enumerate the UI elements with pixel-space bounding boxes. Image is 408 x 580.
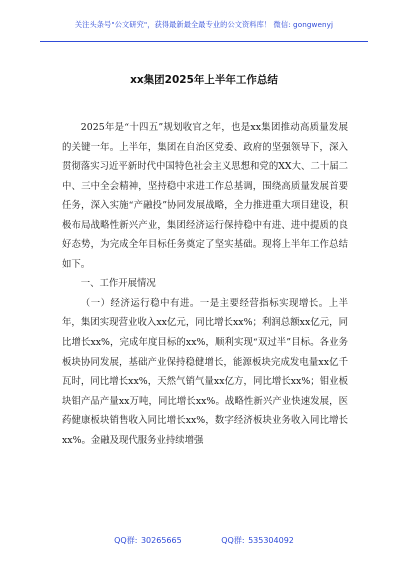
- document-body: [62, 118, 348, 450]
- footer-qq-group-2: QQ群: 535304092: [221, 536, 294, 545]
- footer-qq-group-1: QQ群: 30265665: [114, 536, 182, 545]
- document-title: xx集团2025年上半年工作总结: [130, 74, 278, 86]
- section-paragraph: （一）经济运行稳中有进。一是主要经营指标实现增长。上半年，集团实现营业收入xx亿元，同比增长xx%；利润总额xx亿元，同比增长xx%，完成年度目标的xx%，顺利实现“双过半”目标。各业务板块协同发展，基础产业保持稳健增长，能源板块完成发电量xx亿千瓦时，同比增长xx%，天然气销气量xx亿方，同比增长xx%；钼业板块钼产品产量xx万吨，同比增长xx%。战略性新兴产业快速发展，医药健康板块销售收入同比增长xx%，数字经济板块业务收入同比增长xx%。金融及现代服务业持续增强: [62, 297, 348, 446]
- section-heading: 一、工作开展情况: [80, 278, 156, 290]
- footer-contact: [0, 535, 408, 546]
- header-promo-note: 关注头条号"公文研究"，获得最新最全最专业的公文资料库！ 微信: gongwenyj: [74, 20, 334, 29]
- intro-paragraph: 2025年是“十四五”规划收官之年，也是xx集团推动高质量发展的关键一年。上半年，集团在自治区党委、政府的坚强领导下，深入贯彻落实习近平新时代中国特色社会主义思想和党的XX大、二十届二中、三中全会精神，坚持稳中求进工作总基调，围绕高质量发展首要任务，深入实施“产融投”协同发展战略，全力推进重大项目建设，积极布局战略性新兴产业，集团经济运行保持稳中有进、进中提质的良好态势，为完成全年目标任务奠定了坚实基础。现将上半年工作总结如下。: [62, 122, 348, 270]
- header-divider: [40, 41, 368, 42]
